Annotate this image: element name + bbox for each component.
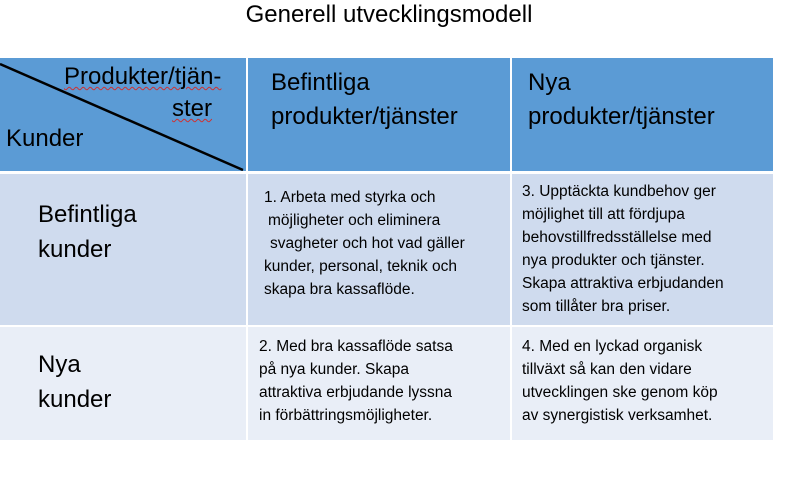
corner-label-products-line1: Produkter/tjän- [64,63,222,90]
corner-label-products-line2: ster [172,95,213,122]
column-header-new-line1: Nya [528,69,571,96]
cell-text-line: som tillåter bra priser. [522,298,671,315]
cell-text-line: behovstillfredsställelse med [522,229,712,246]
corner-label-products [64,61,246,125]
cell-new-customers-existing-products [248,327,510,440]
row-label-existing-customers [0,174,246,325]
corner-label-customers: Kunder [6,125,84,152]
cell-text-line: nya produkter och tjänster. [522,252,705,269]
corner-header-cell [0,58,246,171]
row-label-new-line2: kunder [38,386,112,413]
cell-text-line: av synergistisk verksamhet. [522,407,713,424]
cell-text-line: 4. Med en lyckad organisk [522,338,703,355]
column-header-new-products [512,58,773,171]
cell-text-line: möjligheter och eliminera [268,212,441,229]
cell-text-line: skapa bra kassaflöde. [264,281,415,298]
cell-existing-customers-new-products [512,174,773,325]
column-header-existing-line2: produkter/tjänster [271,103,458,130]
row-label-new-line1: Nya [38,351,81,378]
row-label-new-customers [0,327,246,440]
row-label-existing-line2: kunder [38,236,112,263]
cell-text-line: på nya kunder. Skapa [259,361,409,378]
cell-text-line: kunder, personal, teknik och [264,258,458,275]
cell-text-line: 2. Med bra kassaflöde satsa [259,338,453,355]
cell-text-line: Skapa attraktiva erbjudanden [522,275,724,292]
cell-text-line: attraktiva erbjudande lyssna [259,384,453,401]
cell-text-line: in förbättringsmöjligheter. [259,407,433,424]
cell-existing-customers-existing-products [248,174,510,325]
cell-text-line: utvecklingen ske genom köp [522,384,718,401]
cell-text-line: svagheter och hot vad gäller [270,235,465,252]
column-header-existing-products [248,58,510,171]
cell-new-customers-new-products [512,327,773,440]
slide-title: Generell utvecklingsmodell [245,1,533,28]
column-header-existing-line1: Befintliga [271,69,370,96]
cell-text-line: 1. Arbeta med styrka och [264,189,436,206]
cell-text-line: möjlighet till att fördjupa [522,206,685,223]
cell-text-line: tillväxt så kan den vidare [522,361,692,378]
row-label-existing-line1: Befintliga [38,201,137,228]
cell-text-line: 3. Upptäckta kundbehov ger [522,183,716,200]
column-header-new-line2: produkter/tjänster [528,103,715,130]
